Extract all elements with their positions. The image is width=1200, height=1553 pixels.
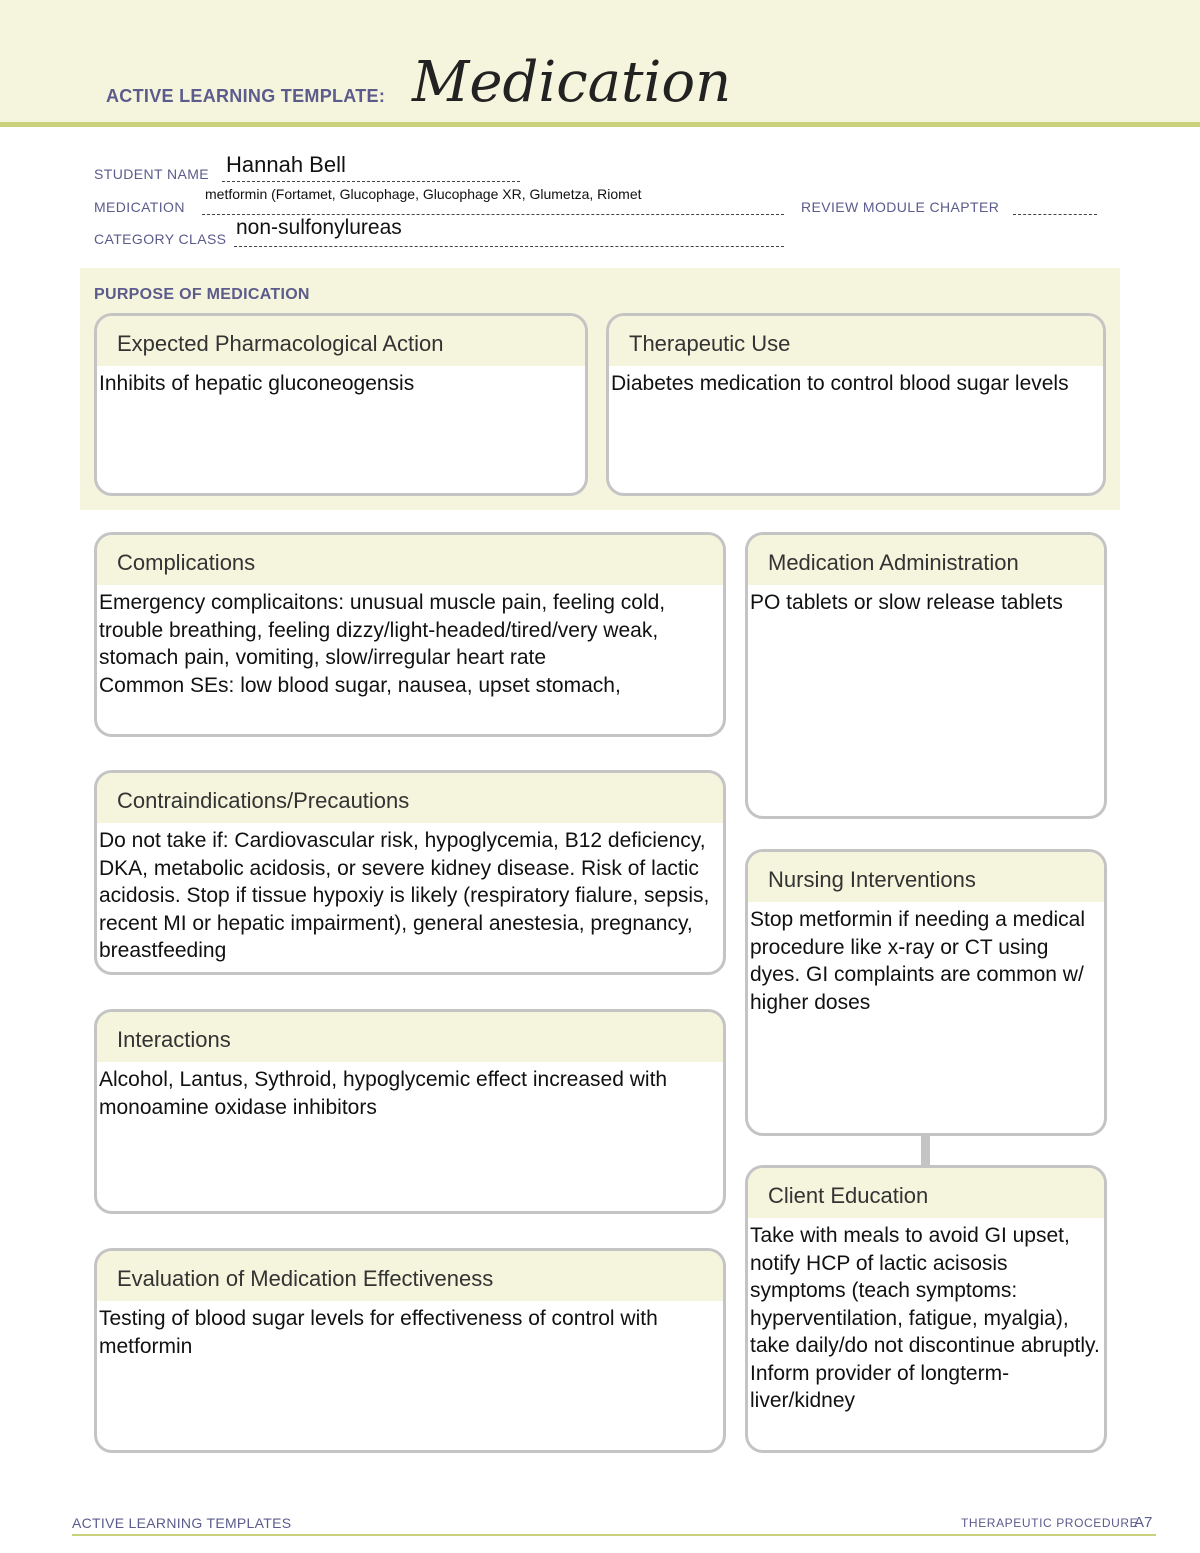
medication-administration-box	[745, 532, 1107, 819]
therapeutic-use-content[interactable]: Diabetes medication to control blood sugar levels	[611, 372, 1069, 395]
footer-rule	[72, 1534, 1156, 1536]
interactions-box	[94, 1009, 726, 1214]
category-class-line	[234, 246, 784, 247]
evaluation-box	[94, 1248, 726, 1453]
student-name-label: STUDENT NAME	[94, 166, 209, 182]
complications-title: Complications	[97, 535, 723, 585]
footer-page-number: A7	[1134, 1514, 1153, 1531]
connector-bar	[921, 1135, 930, 1167]
client-education-box	[745, 1165, 1107, 1453]
nursing-interventions-content[interactable]: Stop metformin if needing a medical procedure like x-ray or CT using dyes. GI complaints are common w/ higher doses	[750, 908, 1086, 1014]
review-module-label: REVIEW MODULE CHAPTER	[801, 199, 1000, 215]
evaluation-title: Evaluation of Medication Effectiveness	[97, 1251, 723, 1301]
interactions-content[interactable]: Alcohol, Lantus, Sythroid, hypoglycemic effect increased with monoamine oxidase inhibitors	[99, 1068, 668, 1119]
student-name-field[interactable]: Hannah Bell	[226, 152, 346, 177]
contraindications-title: Contraindications/Precautions	[97, 773, 723, 823]
client-education-title: Client Education	[748, 1168, 1104, 1218]
complications-content[interactable]: Emergency complicaitons: unusual muscle pain, feeling cold, trouble breathing, feeling dizzy/light-headed/tired/very weak, stomach pain, vomiting, slow/irregular heart rate Common SEs: low blood sugar, nausea, upset stomach,	[99, 591, 666, 697]
medication-field[interactable]: metformin (Fortamet, Glucophage, Glucophage XR, Glumetza, Riomet	[205, 186, 642, 202]
contraindications-box	[94, 770, 726, 975]
therapeutic-use-title: Therapeutic Use	[609, 316, 1103, 366]
expected-action-box	[94, 313, 588, 496]
evaluation-content[interactable]: Testing of blood sugar levels for effectiveness of control with metformin	[99, 1307, 658, 1358]
footer-right: THERAPEUTIC PROCEDURE	[961, 1516, 1139, 1530]
purpose-label: PURPOSE OF MEDICATION	[94, 286, 310, 303]
medication-label: MEDICATION	[94, 199, 185, 215]
expected-action-title: Expected Pharmacological Action	[97, 316, 585, 366]
student-name-line	[222, 181, 520, 182]
interactions-title: Interactions	[97, 1012, 723, 1062]
contraindications-content[interactable]: Do not take if: Cardiovascular risk, hypoglycemia, B12 deficiency, DKA, metabolic acidosis, or severe kidney disease. Risk of lactic acidosis. Stop if tissue hypoxiy is likely (respiratory fialure, sepsis, recent MI or hepatic impairment), general anestesia, pregnancy, breastfeeding	[99, 829, 710, 962]
nursing-interventions-box	[745, 849, 1107, 1136]
expected-action-content[interactable]: Inhibits of hepatic gluconeogensis	[99, 372, 415, 395]
footer-left: ACTIVE LEARNING TEMPLATES	[72, 1515, 292, 1531]
category-class-label: CATEGORY CLASS	[94, 231, 227, 247]
medication-line	[202, 214, 784, 215]
header-rule	[0, 122, 1200, 127]
client-education-content[interactable]: Take with meals to avoid GI upset, notify HCP of lactic acisosis symptoms (teach symptoms: hyperventilation, fatigue, myalgia), take daily/do not discontinue abruptly. Inform provider of longterm-liver/kidney	[750, 1224, 1100, 1412]
complications-box	[94, 532, 726, 737]
page-title: Medication	[412, 50, 732, 115]
medication-administration-title: Medication Administration	[748, 535, 1104, 585]
therapeutic-use-box	[606, 313, 1106, 496]
category-class-field[interactable]: non-sulfonylureas	[236, 216, 402, 239]
review-module-line	[1013, 214, 1097, 215]
medication-administration-content[interactable]: PO tablets or slow release tablets	[750, 591, 1063, 614]
nursing-interventions-title: Nursing Interventions	[748, 852, 1104, 902]
header-label: ACTIVE LEARNING TEMPLATE:	[106, 86, 386, 106]
